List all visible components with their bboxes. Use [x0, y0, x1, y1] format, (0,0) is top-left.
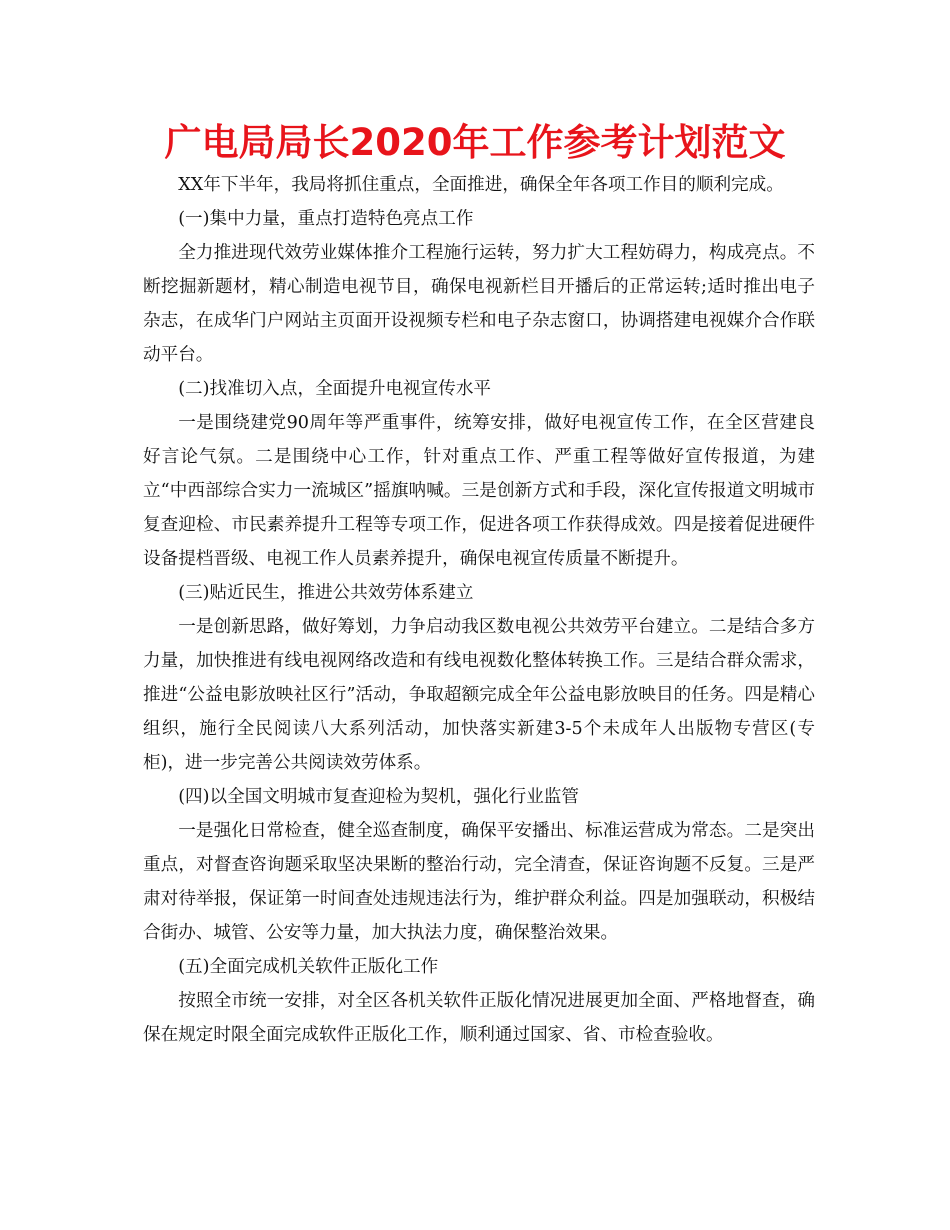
paragraph-section-4: 一是强化日常检查，健全巡查制度，确保平安播出、标准运营成为常态。二是突出重点，对督查咨询题采取坚决果断的整治行动，完全清查，保证咨询题不反复。三是严肃对待举报，保证第一时间查处违规违法行为，维护群众利益。四是加强联动，积极结合街办、城管、公安等力量，加大执法力度，确保整治效果。: [143, 821, 815, 943]
paragraph-section-1: 全力推进现代效劳业媒体推介工程施行运转，努力扩大工程妨碍力，构成亮点。不断挖掘新题材，精心制造电视节目，确保电视新栏目开播后的正常运转;适时推出电子杂志，在成华门户网站主页面开设视频专栏和电子杂志窗口，协调搭建电视媒介合作联动平台。: [143, 243, 815, 365]
section-heading-3: (三)贴近民生，推进公共效劳体系建立: [178, 583, 474, 603]
document-title: 广电局局长2020年工作参考计划范文: [164, 121, 786, 164]
section-heading-1: (一)集中力量，重点打造特色亮点工作: [178, 209, 474, 229]
paragraph-section-2: 一是围绕建党90周年等严重事件，统筹安排，做好电视宣传工作，在全区营建良好言论气氛。二是围绕中心工作，针对重点工作、严重工程等做好宣传报道，为建立“中西部综合实力一流城区”摇旗呐喊。三是创新方式和手段，深化宣传报道文明城市复查迎检、市民素养提升工程等专项工作，促进各项工作获得成效。四是接着促进硬件设备提档晋级、电视工作人员素养提升，确保电视宣传质量不断提升。: [143, 413, 815, 569]
section-heading-2: (二)找准切入点，全面提升电视宣传水平: [178, 379, 492, 399]
paragraph-intro: XX年下半年，我局将抓住重点，全面推进，确保全年各项工作目的顺利完成。: [178, 175, 784, 195]
document-body: [143, 168, 815, 1052]
paragraph-section-5: 按照全市统一安排，对全区各机关软件正版化情况进展更加全面、严格地督查，确保在规定时限全面完成软件正版化工作，顺利通过国家、省、市检查验收。: [143, 991, 815, 1045]
paragraph-section-3: 一是创新思路，做好筹划，力争启动我区数电视公共效劳平台建立。二是结合多方力量，加快推进有线电视网络改造和有线电视数化整体转换工作。三是结合群众需求，推进“公益电影放映社区行”活动，争取超额完成全年公益电影放映目的任务。四是精心组织，施行全民阅读八大系列活动，加快落实新建3-5个未成年人出版物专营区(专柜)，进一步完善公共阅读效劳体系。: [143, 617, 815, 773]
section-heading-4: (四)以全国文明城市复查迎检为契机，强化行业监管: [178, 787, 579, 807]
section-heading-5: (五)全面完成机关软件正版化工作: [178, 957, 439, 977]
